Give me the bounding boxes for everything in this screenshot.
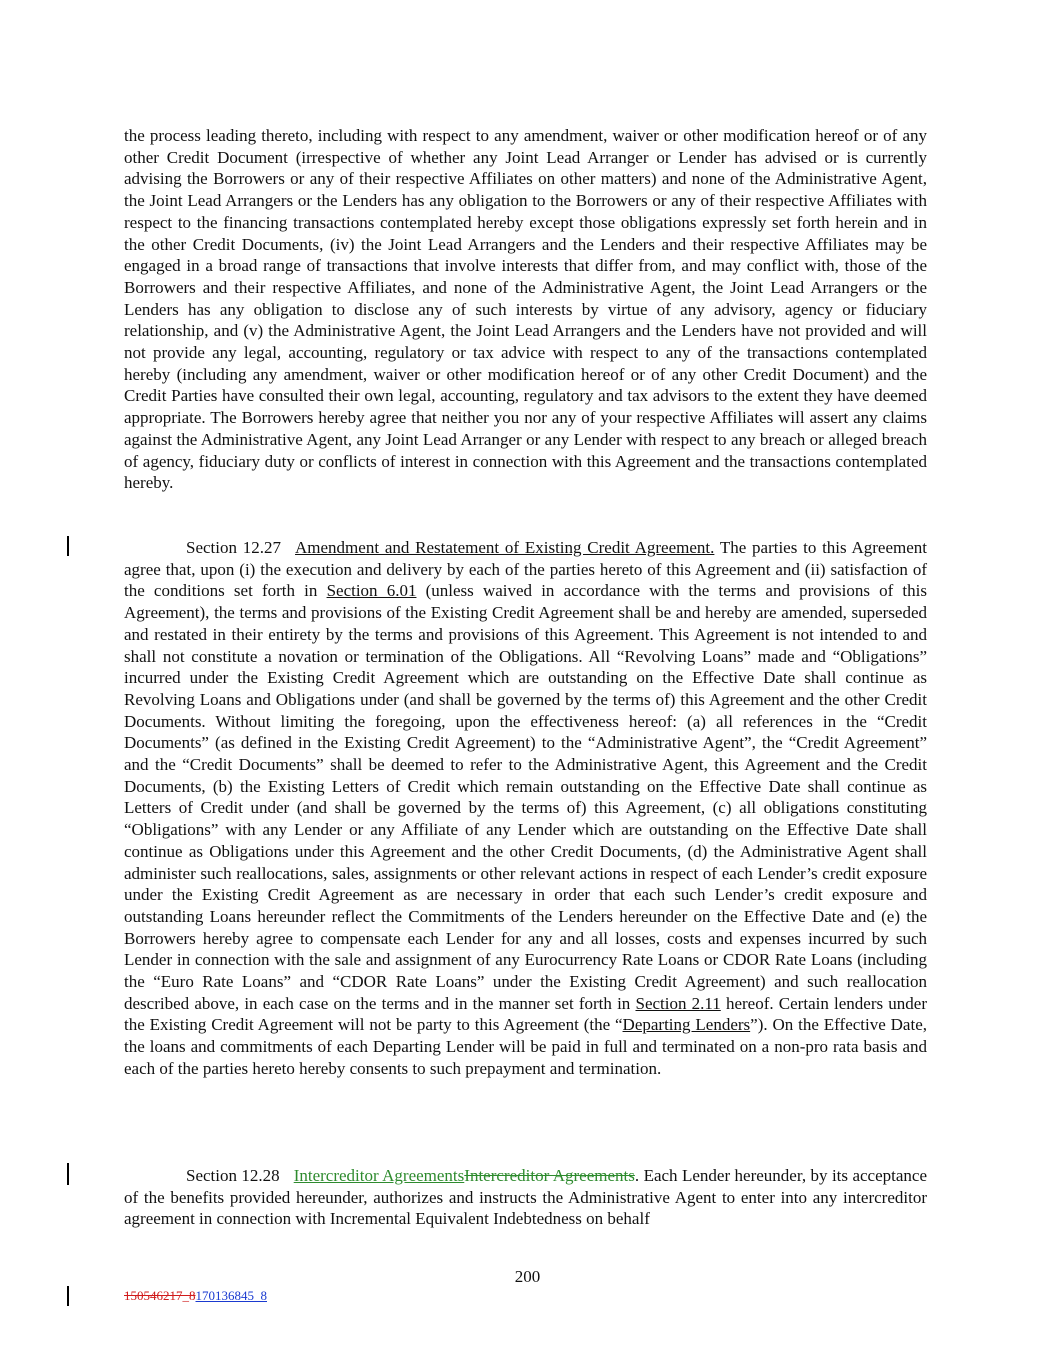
page-number: 200 xyxy=(514,1267,541,1286)
deleted-heading: Intercreditor Agreements xyxy=(464,1166,635,1185)
cross-reference-link[interactable]: Section 2.11 xyxy=(635,993,721,1013)
section-heading: Amendment and Restatement of Existing Credit Agreement. xyxy=(295,538,715,557)
section-text: (unless waived in accordance with the terms and provisions of this Agreement), the terms and provisions of the Existing Credit Agreement shall be and hereby are amended, superseded and restated in their entirety by the terms and provisions of this Agreement. This Agreement is not intended to and shall not constitute a novation or termination of the Obligations. All “Revolving Loans” made and “Obligations” incurred under the Existing Credit Agreement which are outstanding on the Effective Date shall continue as Revolving Loans and Obligations under (and shall be governed by the terms of) this Agreement and the other Credit Documents. Without limiting the foregoing, upon the effectiveness hereof: (a) all references in the “Credit Documents” (as defined in the Existing Credit Agreement) to the “Administrative Agent”, the “Credit Agreement” and the “Credit Documents” shall be deemed to refer to the Administrative Agent, this Agreement and the Credit Documents, (b) the Existing Letters of Credit which remain outstanding on the Effective Date shall continue as Letters of Credit under (and shall be governed by the terms of) this Agreement, (c) all obligations constituting “Obligations” with any Lender or any Affiliate of any Lender which are outstanding on the Effective Date shall continue as Obligations under this Agreement and the other Credit Documents, (d) the Administrative Agent shall administer such reallocations, sales, assignments or other relevant actions in respect of each Lender’s credit exposure under the Existing Credit Agreement as are necessary in order that each such Lender’s credit exposure and outstanding Loans hereunder reflect the Commitments of the Lenders hereunder on the Effective Date and (e) the Borrowers hereby agree to compensate each Lender for any and all losses, costs and expenses incurred by such Lender in connection with the sale and assignment of any Eurocurrency Rate Loans or CDOR Rate Loans (including the “Euro Rate Loans” and “CDOR Rate Loans” under the Existing Credit Agreement) and such reallocation described above, in each case on the terms and in the manner set forth in xyxy=(124,581,927,1013)
paragraph-continued: the process leading thereto, including with respect to any amendment, waiver or other modification hereof or of any other Credit Document (irrespective of whether any Joint Lead Arranger or Lender has advised or is currently advising the Borrowers or any of their respective Affiliates on other matters) and none of the Administrative Agent, the Joint Lead Arrangers or the Lenders has any obligation to the Borrowers or any of their respective Affiliates with respect to the financing transactions contemplated hereby except those obligations expressly set forth herein and in the other Credit Documents, (iv) the Joint Lead Arrangers and the Lenders and their respective Affiliates may be engaged in a broad range of transactions that involve interests that differ from, and may conflict with, those of the Borrowers and their respective Affiliates, and none of the Administrative Agent, the Joint Lead Arrangers or the Lenders has any obligation to disclose any of such interests by virtue of any advisory, agency or fiduciary relationship, and (v) the Administrative Agent, the Joint Lead Arrangers and the Lenders have not provided and will not provide any legal, accounting, regulatory or tax advice with respect to any of the transactions contemplated hereby (including any amendment, waiver or other modification hereof or of any other Credit Document) and the Credit Parties have consulted their own legal, accounting, regulatory and tax advisors to the extent they have deemed appropriate. The Borrowers hereby agree that neither you nor any of your respective Affiliates will assert any claims against the Administrative Agent, any Joint Lead Arranger or any Lender with respect to any breach or alleged breach of agency, fiduciary duty or conflicts of interest in connection with this Agreement and the transactions contemplated hereby. xyxy=(124,126,927,493)
section-12-28 xyxy=(124,1165,927,1230)
cross-reference-link[interactable]: Section 6.01 xyxy=(326,581,417,601)
section-text: ”). On the Effective Date, the loans and commitments of each Departing Lender will be paid in full and terminated on a non-pro rata basis and each of the parties hereto hereby consents to such prepayment and termination. xyxy=(124,1015,927,1078)
change-bar xyxy=(67,1286,69,1306)
document-id xyxy=(124,1288,267,1304)
defined-term: Departing Lenders xyxy=(622,1015,751,1035)
section-number: Section 12.28 xyxy=(186,1166,280,1185)
inserted-heading: Intercreditor Agreements xyxy=(293,1166,465,1185)
change-bar xyxy=(67,536,69,556)
change-bar xyxy=(67,1163,69,1185)
section-text: The parties to this Agreement agree that, upon (i) the execution and delivery by each of the parties hereto of this Agreement and (ii) satisfaction of the conditions set forth in xyxy=(124,538,927,601)
section-12-27 xyxy=(124,537,927,1080)
deleted-doc-id: 150546217_8 xyxy=(124,1288,196,1303)
inserted-doc-id[interactable]: 170136845_8 xyxy=(195,1288,267,1303)
section-text: hereof. Certain lenders under the Existing Credit Agreement will not be party to this Agreement (the “ xyxy=(124,993,927,1035)
section-text: . Each Lender hereunder, by its acceptance of the benefits provided hereunder, authorizes and instructs the Administrative Agent to enter into any intercreditor agreement in connection with Incremental Equivalent Indebtedness on behalf xyxy=(124,1166,927,1229)
section-number: Section 12.27 xyxy=(186,538,282,557)
